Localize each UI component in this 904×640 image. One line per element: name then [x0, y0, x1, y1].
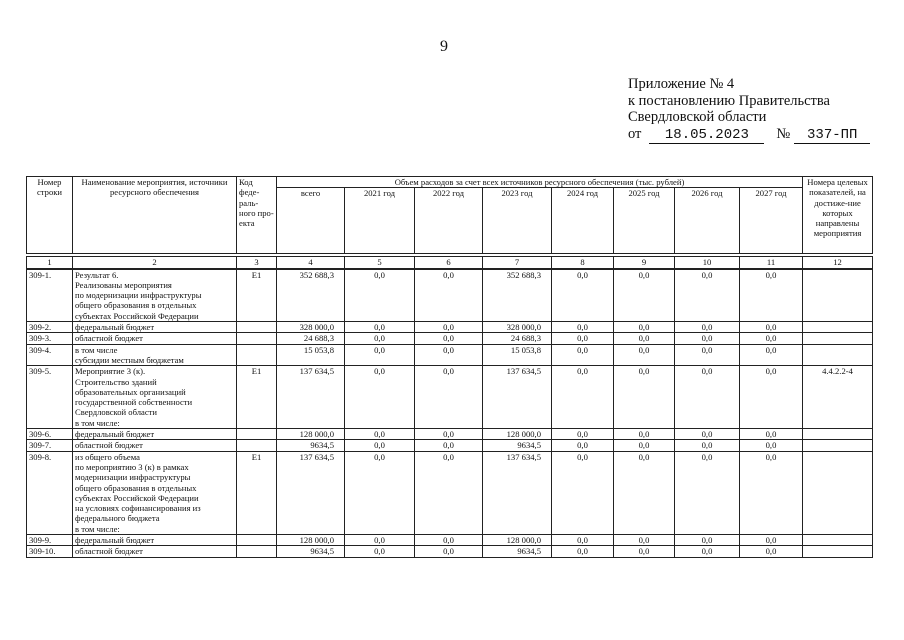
header-name: Наименование мероприятия, источники ресурсного обеспечения — [73, 177, 237, 254]
value-2021-cell: 0,0 — [345, 440, 415, 451]
code-cell — [237, 546, 277, 557]
column-number: 5 — [345, 257, 415, 269]
header-2025: 2025 год — [614, 188, 675, 254]
appendix-header — [628, 76, 870, 144]
column-number: 2 — [73, 257, 237, 269]
value-2027-cell: 0,0 — [740, 366, 803, 429]
total-cell: 128 000,0 — [277, 535, 345, 546]
total-cell: 24 688,3 — [277, 333, 345, 344]
total-cell: 9634,5 — [277, 546, 345, 557]
header-2027: 2027 год — [740, 188, 803, 254]
value-2022-cell: 0,0 — [415, 333, 483, 344]
value-2025-cell: 0,0 — [614, 344, 675, 366]
value-2021-cell: 0,0 — [345, 546, 415, 557]
column-number: 3 — [237, 257, 277, 269]
table-row — [27, 366, 873, 429]
column-number: 7 — [483, 257, 552, 269]
code-cell: E1 — [237, 451, 277, 534]
value-2025-cell: 0,0 — [614, 429, 675, 440]
value-2026-cell: 0,0 — [675, 546, 740, 557]
table-row — [27, 429, 873, 440]
value-2023-cell: 9634,5 — [483, 546, 552, 557]
value-2022-cell: 0,0 — [415, 344, 483, 366]
name-cell: областной бюджет — [73, 546, 237, 557]
name-cell: федеральный бюджет — [73, 429, 237, 440]
value-2022-cell: 0,0 — [415, 535, 483, 546]
value-2024-cell: 0,0 — [552, 344, 614, 366]
table-row — [27, 440, 873, 451]
name-cell: федеральный бюджет — [73, 322, 237, 333]
value-2027-cell: 0,0 — [740, 440, 803, 451]
header-volume-group: Объем расходов за счет всех источников ресурсного обеспечения (тыс. рублей) — [277, 177, 803, 188]
row-number-cell: 309-4. — [27, 344, 73, 366]
value-2022-cell: 0,0 — [415, 429, 483, 440]
value-2026-cell: 0,0 — [675, 366, 740, 429]
value-2027-cell: 0,0 — [740, 535, 803, 546]
resolution-number: 337-ПП — [794, 127, 870, 145]
value-2025-cell: 0,0 — [614, 322, 675, 333]
appendix-region: Свердловской области — [628, 109, 767, 125]
targets-cell: 4.4.2.2-4 — [803, 366, 873, 429]
value-2023-cell: 24 688,3 — [483, 333, 552, 344]
header-row-number: Номер строки — [27, 177, 73, 254]
total-cell: 352 688,3 — [277, 269, 345, 322]
value-2024-cell: 0,0 — [552, 322, 614, 333]
row-number-cell: 309-6. — [27, 429, 73, 440]
value-2023-cell: 137 634,5 — [483, 366, 552, 429]
row-number-cell: 309-8. — [27, 451, 73, 534]
targets-cell — [803, 440, 873, 451]
value-2022-cell: 0,0 — [415, 366, 483, 429]
name-cell: областной бюджет — [73, 440, 237, 451]
value-2025-cell: 0,0 — [614, 366, 675, 429]
value-2025-cell: 0,0 — [614, 546, 675, 557]
total-cell: 128 000,0 — [277, 429, 345, 440]
column-number-row — [27, 257, 873, 269]
header-2021: 2021 год — [345, 188, 415, 254]
column-number: 1 — [27, 257, 73, 269]
appendix-resolution: к постановлению Правительства — [628, 92, 830, 109]
column-number: 8 — [552, 257, 614, 269]
table-body — [27, 269, 873, 558]
value-2024-cell: 0,0 — [552, 546, 614, 557]
value-2026-cell: 0,0 — [675, 451, 740, 534]
row-number-cell: 309-10. — [27, 546, 73, 557]
total-cell: 9634,5 — [277, 440, 345, 451]
value-2023-cell: 128 000,0 — [483, 429, 552, 440]
targets-cell — [803, 429, 873, 440]
value-2025-cell: 0,0 — [614, 269, 675, 322]
column-number: 4 — [277, 257, 345, 269]
targets-cell — [803, 535, 873, 546]
header-code: Код феде-раль-ного про-екта — [237, 177, 277, 254]
table-row — [27, 344, 873, 366]
value-2023-cell: 137 634,5 — [483, 451, 552, 534]
code-cell — [237, 333, 277, 344]
value-2023-cell: 15 053,8 — [483, 344, 552, 366]
code-cell: E1 — [237, 269, 277, 322]
header-2022: 2022 год — [415, 188, 483, 254]
value-2021-cell: 0,0 — [345, 429, 415, 440]
targets-cell — [803, 322, 873, 333]
value-2021-cell: 0,0 — [345, 366, 415, 429]
row-number-cell: 309-1. — [27, 269, 73, 322]
value-2027-cell: 0,0 — [740, 451, 803, 534]
value-2022-cell: 0,0 — [415, 322, 483, 333]
budget-table — [26, 176, 873, 558]
code-cell — [237, 429, 277, 440]
value-2023-cell: 352 688,3 — [483, 269, 552, 322]
value-2024-cell: 0,0 — [552, 269, 614, 322]
column-number: 11 — [740, 257, 803, 269]
row-number-cell: 309-9. — [27, 535, 73, 546]
value-2026-cell: 0,0 — [675, 269, 740, 322]
targets-cell — [803, 333, 873, 344]
value-2024-cell: 0,0 — [552, 429, 614, 440]
total-cell: 328 000,0 — [277, 322, 345, 333]
header-targets: Номера целевых показателей, на достиже-ние которых направлены мероприятия — [803, 177, 873, 254]
number-label: № — [776, 125, 791, 142]
code-cell: E1 — [237, 366, 277, 429]
value-2025-cell: 0,0 — [614, 535, 675, 546]
value-2022-cell: 0,0 — [415, 451, 483, 534]
name-cell: Результат 6. Реализованы мероприятия по модернизации инфраструктуры общего образования в отдельных субъектах Российской Федерации — [73, 269, 237, 322]
table-row — [27, 451, 873, 534]
code-cell — [237, 344, 277, 366]
header-2026: 2026 год — [675, 188, 740, 254]
table-row — [27, 535, 873, 546]
value-2027-cell: 0,0 — [740, 344, 803, 366]
value-2023-cell: 128 000,0 — [483, 535, 552, 546]
value-2021-cell: 0,0 — [345, 269, 415, 322]
value-2024-cell: 0,0 — [552, 366, 614, 429]
name-cell: Мероприятие 3 (к). Строительство зданий образовательных организаций государственной собственности Свердловской области в том числе: — [73, 366, 237, 429]
column-number: 10 — [675, 257, 740, 269]
appendix-title: Приложение № 4 — [628, 76, 735, 92]
page-number: 9 — [440, 38, 448, 55]
value-2025-cell: 0,0 — [614, 333, 675, 344]
resolution-date-row — [628, 126, 870, 145]
row-number-cell: 309-3. — [27, 333, 73, 344]
name-cell: областной бюджет — [73, 333, 237, 344]
targets-cell — [803, 451, 873, 534]
value-2021-cell: 0,0 — [345, 333, 415, 344]
table-row — [27, 546, 873, 557]
value-2025-cell: 0,0 — [614, 440, 675, 451]
table-row — [27, 269, 873, 322]
value-2024-cell: 0,0 — [552, 451, 614, 534]
value-2021-cell: 0,0 — [345, 535, 415, 546]
row-number-cell: 309-2. — [27, 322, 73, 333]
name-cell: в том числе субсидии местным бюджетам — [73, 344, 237, 366]
column-number: 6 — [415, 257, 483, 269]
from-label: от — [628, 125, 642, 142]
targets-cell — [803, 546, 873, 557]
total-cell: 137 634,5 — [277, 451, 345, 534]
column-number: 9 — [614, 257, 675, 269]
value-2023-cell: 328 000,0 — [483, 322, 552, 333]
value-2026-cell: 0,0 — [675, 333, 740, 344]
code-cell — [237, 535, 277, 546]
value-2024-cell: 0,0 — [552, 333, 614, 344]
header-2024: 2024 год — [552, 188, 614, 254]
code-cell — [237, 440, 277, 451]
total-cell: 137 634,5 — [277, 366, 345, 429]
value-2025-cell: 0,0 — [614, 451, 675, 534]
value-2027-cell: 0,0 — [740, 546, 803, 557]
value-2022-cell: 0,0 — [415, 269, 483, 322]
targets-cell — [803, 344, 873, 366]
value-2027-cell: 0,0 — [740, 333, 803, 344]
value-2022-cell: 0,0 — [415, 440, 483, 451]
value-2026-cell: 0,0 — [675, 535, 740, 546]
value-2024-cell: 0,0 — [552, 535, 614, 546]
value-2021-cell: 0,0 — [345, 451, 415, 534]
code-cell — [237, 322, 277, 333]
row-number-cell: 309-7. — [27, 440, 73, 451]
table-row — [27, 333, 873, 344]
value-2027-cell: 0,0 — [740, 322, 803, 333]
value-2021-cell: 0,0 — [345, 344, 415, 366]
column-number: 12 — [803, 257, 873, 269]
value-2026-cell: 0,0 — [675, 322, 740, 333]
total-cell: 15 053,8 — [277, 344, 345, 366]
name-cell: из общего объема по мероприятию 3 (к) в рамках модернизации инфраструктуры общего образования в отдельных субъектах Российской Федерации на условиях софинансирования из федерального бюджета в том числе: — [73, 451, 237, 534]
header-2023: 2023 год — [483, 188, 552, 254]
value-2024-cell: 0,0 — [552, 440, 614, 451]
resolution-date: 18.05.2023 — [649, 127, 764, 145]
table-row — [27, 322, 873, 333]
row-number-cell: 309-5. — [27, 366, 73, 429]
value-2023-cell: 9634,5 — [483, 440, 552, 451]
value-2026-cell: 0,0 — [675, 344, 740, 366]
value-2027-cell: 0,0 — [740, 429, 803, 440]
header-total: всего — [277, 188, 345, 254]
value-2026-cell: 0,0 — [675, 429, 740, 440]
value-2022-cell: 0,0 — [415, 546, 483, 557]
name-cell: федеральный бюджет — [73, 535, 237, 546]
targets-cell — [803, 269, 873, 322]
value-2026-cell: 0,0 — [675, 440, 740, 451]
value-2021-cell: 0,0 — [345, 322, 415, 333]
value-2027-cell: 0,0 — [740, 269, 803, 322]
